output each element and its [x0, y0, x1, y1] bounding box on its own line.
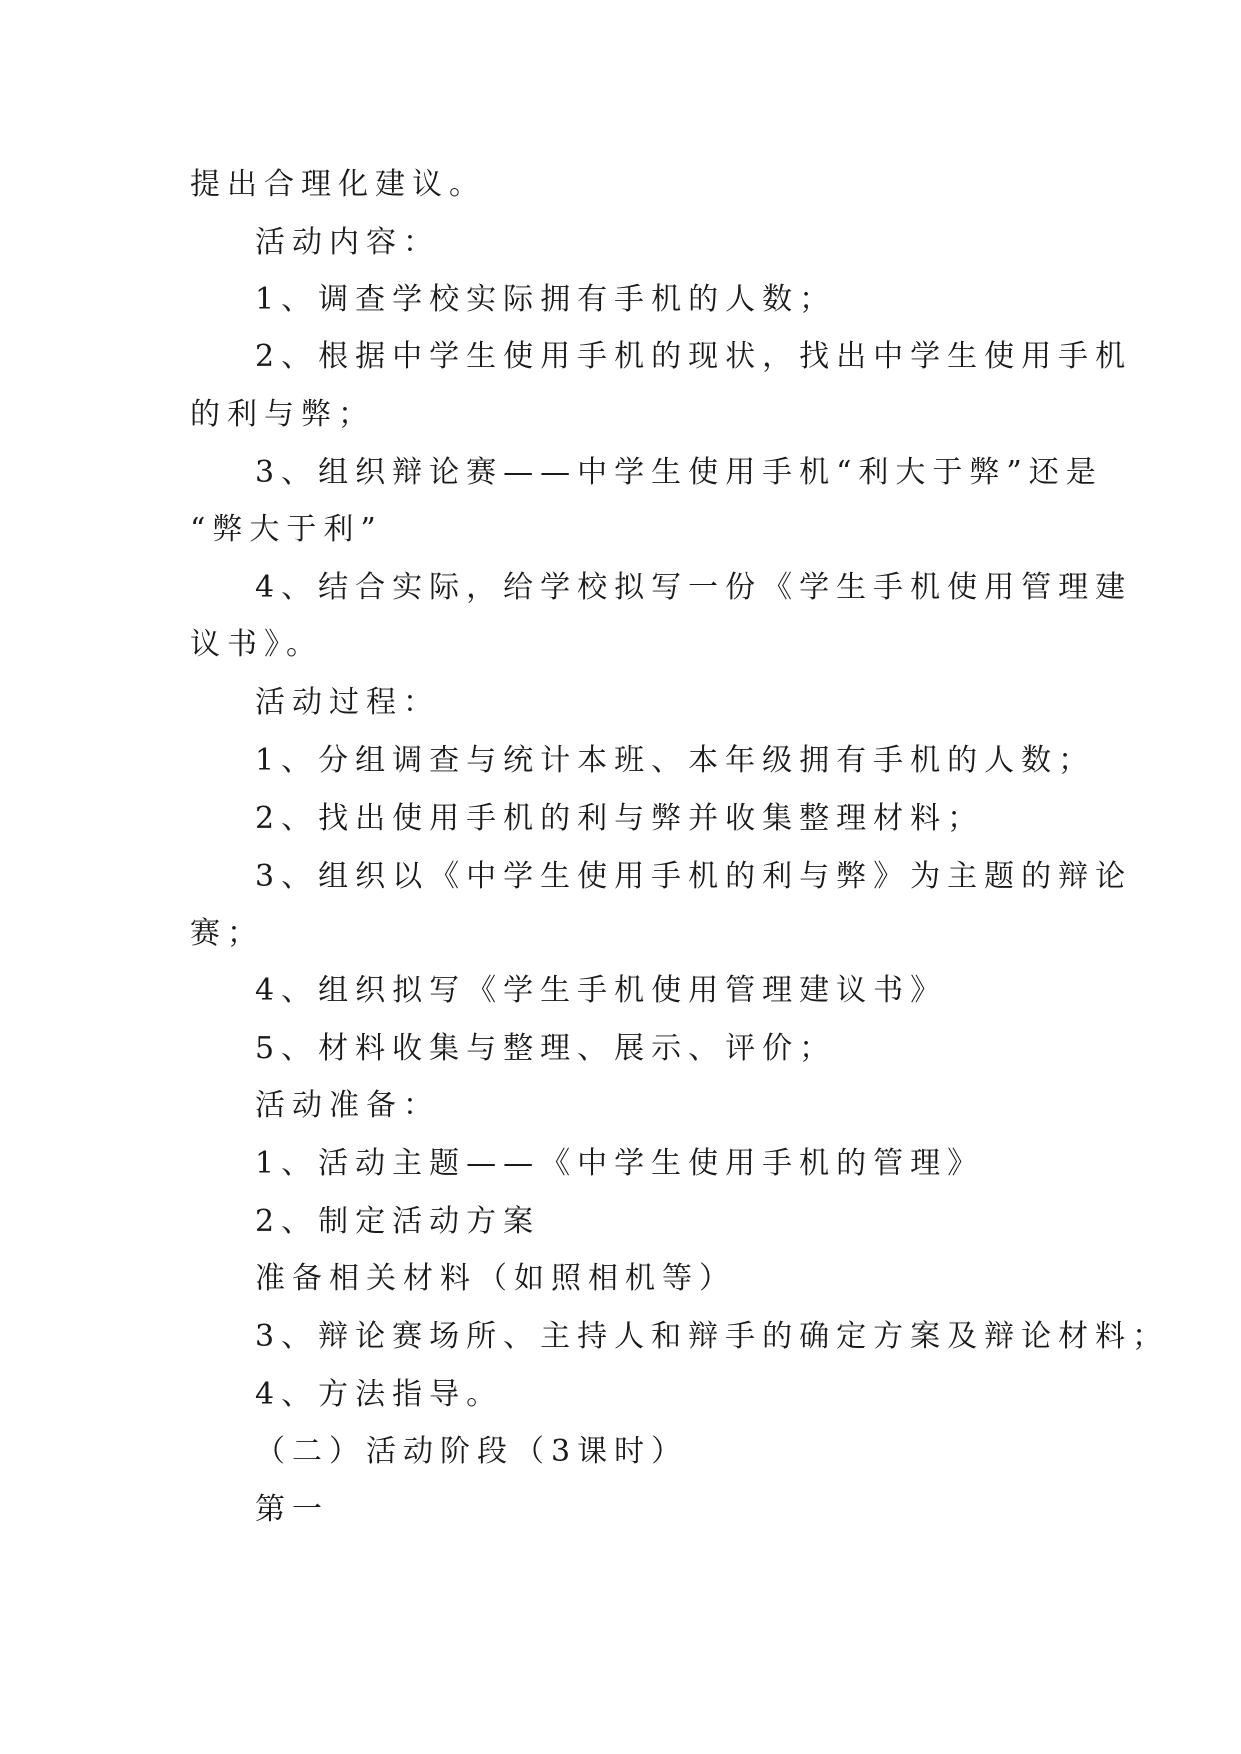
section-heading: 活动准备： [255, 1088, 440, 1123]
list-item: 4、方法指导。 [255, 1377, 504, 1412]
list-item-continuation: “弊大于利” [190, 512, 383, 547]
list-item: 1、调查学校实际拥有手机的人数； [255, 282, 837, 317]
list-item: 2、根据中学生使用手机的现状，找出中学生使用手机 [255, 339, 1133, 374]
subsection-heading: （二）活动阶段（3课时） [255, 1434, 689, 1469]
text-line: 第一 [255, 1492, 329, 1527]
list-item: 3、辩论赛场所、主持人和辩手的确定方案及辩论材料； [255, 1319, 1170, 1354]
list-item: 1、活动主题——《中学生使用手机的管理》 [255, 1146, 985, 1181]
list-item: 4、结合实际，给学校拟写一份《学生手机使用管理建 [255, 570, 1133, 605]
list-item: 2、找出使用手机的利与弊并收集整理材料； [255, 801, 985, 836]
text-line: 提出合理化建议。 [190, 167, 486, 202]
list-item: 3、组织辩论赛——中学生使用手机“利大于弊”还是 [255, 455, 1103, 490]
section-heading: 活动过程： [255, 685, 440, 720]
list-item-continuation: 议书》。 [190, 627, 323, 662]
list-item: 2、制定活动方案 [255, 1204, 541, 1239]
list-item-continuation: 赛； [190, 916, 264, 951]
section-heading: 活动内容： [255, 225, 440, 260]
list-item: 4、组织拟写《学生手机使用管理建议书》 [255, 973, 948, 1008]
text-line: 准备相关材料（如照相机等） [255, 1261, 736, 1296]
list-item: 1、分组调查与统计本班、本年级拥有手机的人数； [255, 743, 1096, 778]
list-item: 3、组织以《中学生使用手机的利与弊》为主题的辩论 [255, 859, 1133, 894]
list-item: 5、材料收集与整理、展示、评价； [255, 1031, 837, 1066]
list-item-continuation: 的利与弊； [190, 397, 375, 432]
